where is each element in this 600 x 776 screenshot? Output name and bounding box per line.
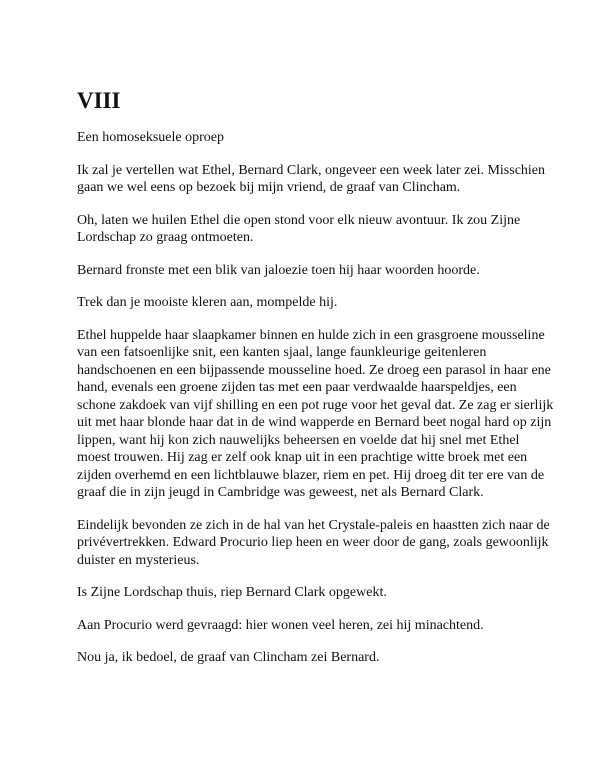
- paragraph-2: Oh, laten we huilen Ethel die open stond voor elk nieuw avontuur. Ik zou Zijne Lordschap zo graag ontmoeten.: [77, 212, 521, 246]
- paragraph-3: Bernard fronste met een blik van jaloezie toen hij haar woorden hoorde.: [77, 262, 480, 278]
- paragraph-7: Is Zijne Lordschap thuis, riep Bernard Clark opgewekt.: [77, 585, 387, 601]
- paragraph-9: Nou ja, ik bedoel, de graaf van Clincham zei Bernard.: [77, 650, 380, 666]
- paragraph-6: Eindelijk bevonden ze zich in de hal van het Crystale-paleis en haastten zich naar de privévertrekken. Edward Procurio liep heen en weer door de gang, zoals gewoonlijk duister en mysterieus.: [77, 517, 550, 568]
- paragraph-1: Ik zal je vertellen wat Ethel, Bernard Clark, ongeveer een week later zei. Misschien gaan we wel eens op bezoek bij mijn vriend, de graaf van Clincham.: [77, 162, 546, 196]
- paragraph-4: Trek dan je mooiste kleren aan, mompelde hij.: [77, 295, 338, 311]
- chapter-number: VIII: [77, 88, 121, 113]
- chapter-subtitle: Een homoseksuele oproep: [77, 130, 224, 146]
- paragraph-8: Aan Procurio werd gevraagd: hier wonen veel heren, zei hij minachtend.: [77, 617, 484, 633]
- document-page: [77, 88, 555, 682]
- paragraph-5: Ethel huppelde haar slaapkamer binnen en hulde zich in een grasgroene mousseline van een fatsoenlijke snit, een kanten sjaal, lange faunkleurige geitenleren handschoenen en een bijpassende mousseline hoed. Ze droeg een parasol in haar ene hand, evenals een groene zijden tas met een paar verdwaalde haarspeldjes, een schone zakdoek van vijf shilling en een pot ruge voor het geval dat. Ze zag er sierlijk uit met haar blonde haar dat in de wind wapperde en Bernard beet nogal hard op zijn lippen, want hij kon zich nauwelijks beheersen en voelde dat hij snel met Ethel moest trouwen. Hij zag er zelf ook knap uit in een prachtige witte broek met een zijden overhemd en een lichtblauwe blazer, riem en pet. Hij droeg dit ter ere van de graaf die in zijn jeugd in Cambridge was geweest, net als Bernard Clark.: [77, 327, 554, 501]
